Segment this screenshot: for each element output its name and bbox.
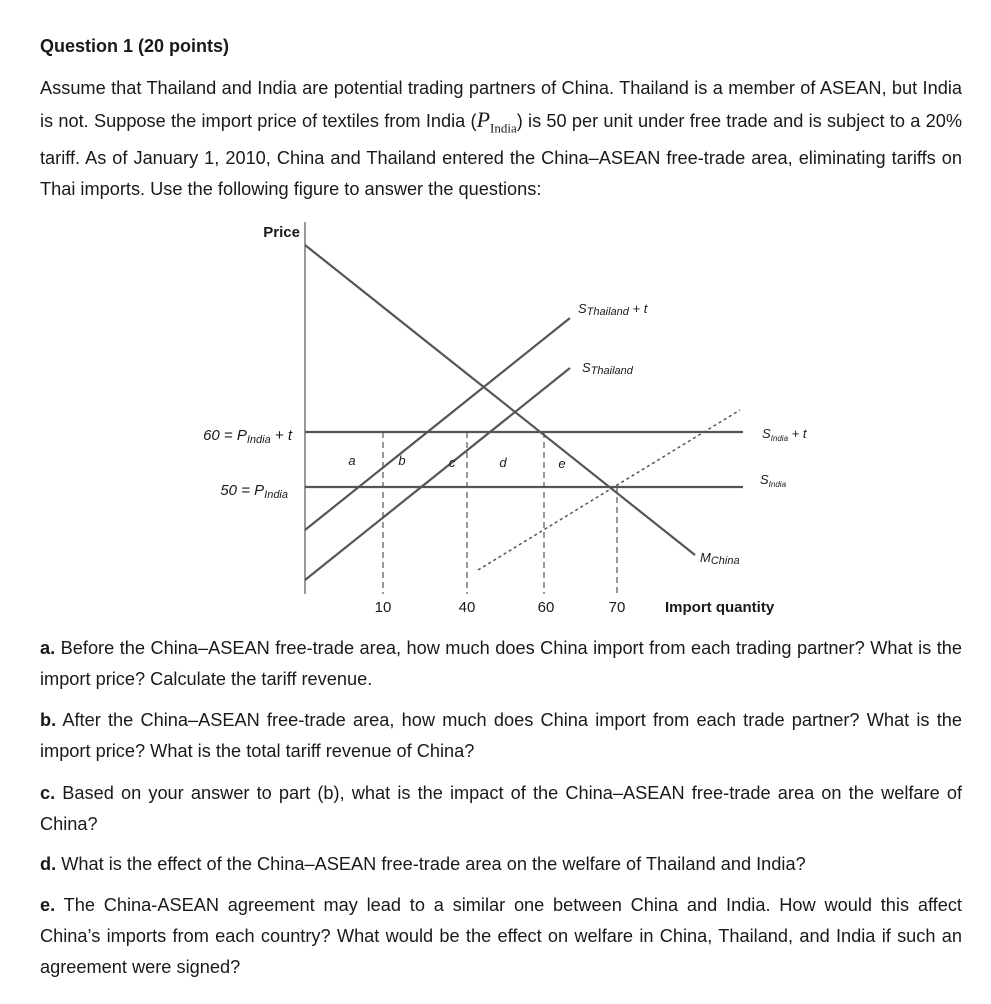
x-tick-60: 60 <box>537 599 555 616</box>
price-label-50: $50 = P_{India}$ <box>220 482 288 501</box>
trade-diagram <box>0 210 991 620</box>
part-e-letter: e. <box>40 895 56 915</box>
part-e-text: The China-ASEAN agreement may lead to a similar one between China and India. How would this affect China’s imports from each country? What would be the effect on welfare in China, Thailand, and India if such an agreement were signed? <box>40 895 962 977</box>
s-india-label: $S_{India}$ <box>760 472 787 489</box>
area-a-label: a <box>348 453 356 468</box>
m-china-label: MChina <box>700 550 740 567</box>
thailand-supply-extension <box>478 410 740 570</box>
area-d-label: d <box>499 455 507 470</box>
price-label-60: $60 = P_{India} + t$ <box>203 427 292 446</box>
intro-text-end: ) is 50 per unit under free trade and is subject to a 20% tariff. As of January 1, 2010, China and Thailand entered the China–ASEAN free-trade area, eliminating tariffs on Thai imports. Use the following figure to answer the questions: <box>40 111 962 200</box>
part-d-letter: d. <box>40 854 57 874</box>
part-d-text: What is the effect of the China–ASEAN free-trade area on the welfare of Thailand and India? <box>56 854 806 874</box>
india-price-symbol: $P_{India}$ <box>476 107 517 136</box>
x-tick-40: 40 <box>458 599 476 616</box>
intro-text-start: Assume that Thailand and India are potential trading partners of China. Thailand is a member of ASEAN, but India is not. Suppose the import price of textiles from India ( <box>40 78 962 131</box>
import-quantity-axis-label: Import quantity <box>665 599 775 616</box>
part-a-letter: a. <box>40 638 56 658</box>
area-b-label: b <box>398 453 406 468</box>
part-b-letter: b. <box>40 710 57 730</box>
question-part-a <box>40 633 962 695</box>
china-import-demand <box>305 245 695 555</box>
price-axis-label: Price <box>263 224 300 241</box>
supply-thailand <box>305 368 570 580</box>
question-part-c <box>40 778 962 840</box>
question-part-b <box>40 705 962 767</box>
part-c-text: Based on your answer to part (b), what is the impact of the China–ASEAN free-trade area on the welfare of China? <box>40 783 962 834</box>
part-c-letter: c. <box>40 783 56 803</box>
question-intro <box>40 73 962 205</box>
area-e-label: e <box>558 456 566 471</box>
x-tick-10: 10 <box>374 599 392 616</box>
question-title: Question 1 (20 points) <box>40 36 230 56</box>
x-tick-70: 70 <box>608 599 626 616</box>
part-b-text: After the China–ASEAN free-trade area, how much does China import from each trade partner? What is the import price? What is the total tariff revenue of China? <box>40 710 962 761</box>
s-india-plus-t-label: $S_{India} + t$ <box>762 426 807 443</box>
area-c-label: c <box>448 455 456 470</box>
s-thailand-plus-t-label: SThailand + t <box>578 301 648 318</box>
question-part-e <box>40 890 962 983</box>
question-part-d <box>40 849 962 880</box>
s-thailand-label: SThailand <box>582 360 633 377</box>
part-a-text: Before the China–ASEAN free-trade area, how much does China import from each trading partner? What is the import price? Calculate the tariff revenue. <box>40 638 962 689</box>
